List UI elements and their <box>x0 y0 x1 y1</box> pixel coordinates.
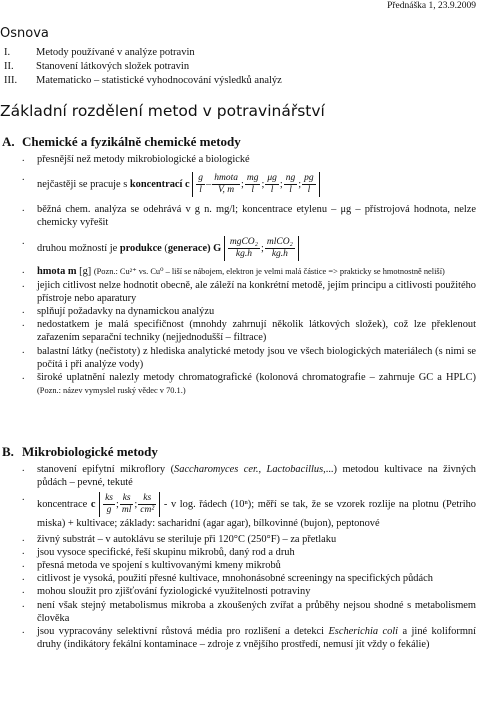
list-item: . živný substrát – v autoklávu se steriluje při 120°C (250°F) – za přetlaku <box>20 533 476 546</box>
outline-item-number: I. <box>4 47 11 58</box>
fraction: $\frac{\mu g}{l}$ <box>267 173 277 196</box>
fraction: $\frac{ng}{l}$ <box>285 173 296 196</box>
outline-item-number: II. <box>4 61 14 72</box>
page-header: Přednáška 1, 23.9.2009 <box>387 1 476 11</box>
list-item: . nejčastěji se pracuje s koncentrací c $\frac{g}{l}$ – $\frac{\text{hmota}}{V, m}$ ; $\frac{mg}{l}$ ; $\frac{\mu g}{l}$ ; $\frac{ng}{l}$ ; $\frac{pg}{l}$ <box>20 172 476 197</box>
list-item: . přesná metoda ve spojení s kultivovanými kmeny mikrobů <box>20 559 476 572</box>
outline-item <box>4 46 282 60</box>
section-a-title <box>2 134 241 150</box>
list-item: . jejich citlivost nelze hodnotit obecně, ale záleží na konkrétní metodě, jejím principu a citlivosti použitého přístroje nebo aparatury <box>20 279 476 305</box>
list-item: . splňují požadavky na dynamickou analýzu <box>20 305 476 318</box>
list-item: . jsou vypracovány selektivní růstová média pro rozlišení a detekci Escherichia coli a jiné koliformní druhy (indikátory fekální kontaminace – zdroje z vnějšího prostředí, nemusí jít vždy o fekálie) <box>20 625 476 651</box>
fraction: $\frac{g}{l}$ <box>198 173 203 196</box>
section-b-title <box>2 444 158 460</box>
list-item: . není však stejný metabolismus mikroba a zkoušených zvířat a průběhy nejsou shodné s metabolismem člověka <box>20 599 476 625</box>
fraction: $\frac{\text{mgCO₂}}{kg.h}$ <box>229 236 258 259</box>
list-item: . citlivost je vysoká, použití přesné kultivace, mnohonásobné screeningy na specifických půdách <box>20 572 476 585</box>
fraction: $\frac{pg}{l}$ <box>304 173 314 196</box>
list-item: . široké uplatnění nalezly metody chromatografické (kolonová chromatografie – zahrnuje GC a HPLC) (Pozn.: název vymyslel ruský vědec v 70.1.) <box>20 371 476 397</box>
list-item: . nedostatkem je malá specifičnost (mnohdy zahrnují několik látkových složek), což lze překlenout zařazením separační techniky (nejjednodušší – filtrace) <box>20 318 476 344</box>
fraction: $\frac{mg}{l}$ <box>246 173 259 196</box>
list-item: . hmota m [g] (Pozn.: Cu²⁺ vs. Cu⁰ – liší se nábojem, elektron je velmi malá částice => prakticky se hmotnostně neliší) <box>20 266 476 277</box>
section-title-text: Chemické a fyzikálně chemické metody <box>22 134 241 149</box>
outline-item-text: Metody používané v analýze potravin <box>36 47 195 58</box>
fraction: $\frac{ks}{ml}$ <box>121 493 132 516</box>
fraction: $\frac{ks}{g}$ <box>105 493 114 516</box>
count-formula: $\frac{ks}{g}$ ; $\frac{ks}{ml}$ ; $\frac{ks}{\text{cm²}}$ <box>99 492 160 517</box>
outline-item <box>4 74 282 88</box>
fraction: $\frac{\text{hmota}}{V, m}$ <box>214 173 238 196</box>
section-title-text: Mikrobiologické metody <box>22 444 158 459</box>
list-item: . běžná chem. analýza se odehrává v g n. mg/l; koncentrace etylenu – μg – přístrojová hodnota, nelze chemicky vyřešit <box>20 203 476 229</box>
outline-item-text: Matematicko – statistické vyhodnocování výsledků analýz <box>36 75 282 86</box>
outline-list <box>4 46 282 88</box>
fraction: $\frac{ks}{\text{cm²}}$ <box>140 493 155 516</box>
list-item: . balastní látky (nečistoty) z hlediska analytické metody jsou ve všech biologických materiálech (s nimi se počítá i při analýze vody) <box>20 345 476 371</box>
outline-item-number: III. <box>4 75 18 86</box>
outline-item <box>4 60 282 74</box>
section-letter: B. <box>2 444 14 459</box>
section-letter: A. <box>2 134 15 149</box>
main-heading: Základní rozdělení metod v potravinářství <box>0 102 325 120</box>
list-item: . přesnější než metody mikrobiologické a biologické <box>20 153 476 166</box>
section-a-items <box>20 153 476 397</box>
list-item: . mohou sloužit pro zjišťování fyziologické využitelnosti potraviny <box>20 585 476 598</box>
section-b-items <box>20 463 476 651</box>
outline-item-text: Stanovení látkových složek potravin <box>36 61 190 72</box>
concentration-formula: $\frac{g}{l}$ – $\frac{\text{hmota}}{V, m}$ ; $\frac{mg}{l}$ ; $\frac{\mu g}{l}$ ; $\frac{ng}{l}$ ; $\frac{pg}{l}$ <box>192 172 319 197</box>
list-item: . druhou možností je produkce (generace) G $\frac{\text{mgCO₂}}{kg.h}$ ; $\frac{\text{mlCO₂}}{kg.h}$ <box>20 236 476 261</box>
list-item: . koncentrace c $\frac{ks}{g}$ ; $\frac{ks}{ml}$ ; $\frac{ks}{\text{cm²}}$ - v log. řádech (10ⁿ); měří se tak, že se vzorek rozlije na plotnu (Petriho miska) + kultivace; základy: sacharidní (agar agar), bílkovinné (bujon), peptonové <box>20 492 476 530</box>
list-item: . stanovení epifytní mikroflory (Saccharomyces cer., Lactobacillus,...) metodou kultivace na živných půdách – pevné, tekuté <box>20 463 476 489</box>
fraction: $\frac{\text{mlCO₂}}{kg.h}$ <box>266 236 293 259</box>
list-item: . jsou vysoce specifické, řeší skupinu mikrobů, daný rod a druh <box>20 546 476 559</box>
production-formula: $\frac{\text{mgCO₂}}{kg.h}$ ; $\frac{\text{mlCO₂}}{kg.h}$ <box>224 236 299 261</box>
outline-title: Osnova <box>0 26 49 41</box>
